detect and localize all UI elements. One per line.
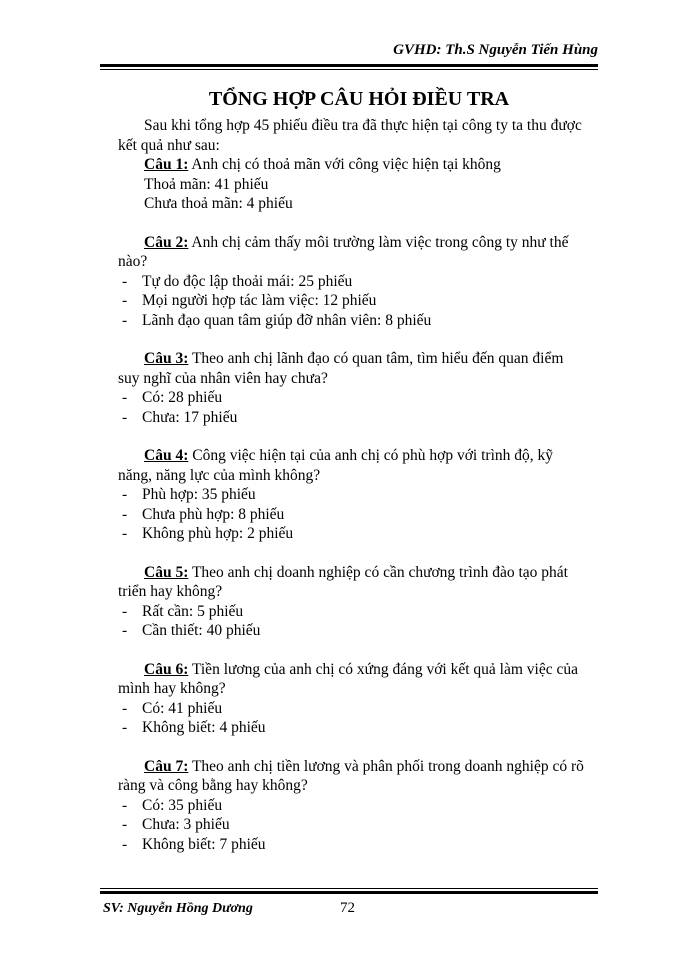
answer-list: [118, 485, 586, 544]
header-advisor: GVHD: Th.S Nguyễn Tiến Hùng: [393, 42, 598, 58]
answer-list: [118, 388, 586, 427]
question-text: [118, 563, 586, 602]
intro-paragraph: Sau khi tổng hợp 45 phiếu điều tra đã thực hiện tại công ty ta thu được kết quả như sau:: [118, 117, 582, 154]
page-title: TỔNG HỢP CÂU HỎI ĐIỀU TRA: [208, 88, 510, 110]
question-body: Theo anh chị lãnh đạo có quan tâm, tìm hiểu đến quan điểm suy nghĩ của nhân viên hay chưa?: [118, 350, 564, 387]
answer: Tự do độc lập thoải mái: 25 phiếu: [142, 272, 353, 290]
answer: Rất cần: 5 phiếu: [142, 602, 244, 620]
list-item: - Có: 28 phiếu: [122, 389, 223, 406]
list-item: - Có: 41 phiếu: [122, 699, 223, 717]
answer-list: [118, 272, 586, 331]
question-7: [118, 757, 586, 855]
answer: Không biết: 4 phiếu: [142, 719, 266, 736]
question-1: [118, 155, 586, 214]
list-item: - Chưa: 17 phiếu: [122, 408, 238, 426]
list-item: - Không biết: 4 phiếu: [122, 719, 266, 736]
page-number: 72: [340, 900, 355, 916]
footer-student: SV: Nguyễn Hồng Dương: [103, 901, 253, 916]
list-item: - Phù hợp: 35 phiếu: [122, 486, 256, 503]
question-text: [118, 233, 586, 272]
answer: Mọi người hợp tác làm việc: 12 phiếu: [142, 292, 377, 309]
answer: Không biết: 7 phiếu: [142, 835, 266, 853]
list-item: - Cần thiết: 40 phiếu: [122, 622, 261, 639]
question-label: Câu 7:: [144, 757, 189, 775]
question-label: Câu 2:: [144, 233, 189, 251]
list-item: - Mọi người hợp tác làm việc: 12 phiếu: [122, 292, 377, 309]
answer: Chưa: 3 phiếu: [142, 816, 230, 833]
question-4: [118, 446, 586, 544]
question-label: Câu 4:: [144, 447, 189, 464]
question-text: [118, 446, 586, 485]
answer: Cần thiết: 40 phiếu: [142, 622, 261, 639]
answer: Có: 35 phiếu: [142, 796, 223, 814]
question-body: Công việc hiện tại của anh chị có phù hợp với trình độ, kỹ năng, năng lực của mình không?: [118, 447, 553, 484]
list-item: - Chưa phù hợp: 8 phiếu: [122, 505, 285, 523]
footer-rule: [100, 888, 598, 894]
question-6: [118, 660, 586, 738]
list-item: - Không biết: 7 phiếu: [122, 835, 266, 853]
question-text: [118, 349, 586, 388]
question-3: [118, 349, 586, 427]
header-rule: [100, 64, 598, 70]
question-2: [118, 233, 586, 331]
question-body: Theo anh chị tiền lương và phân phối trong doanh nghiệp có rõ ràng và công bằng hay không?: [118, 757, 584, 794]
list-item: - Không phù hợp: 2 phiếu: [122, 525, 294, 542]
answer: Chưa: 17 phiếu: [142, 408, 238, 426]
list-item: - Chưa: 3 phiếu: [122, 816, 230, 833]
answer: Lãnh đạo quan tâm giúp đỡ nhân viên: 8 phiếu: [142, 311, 432, 329]
question-body: Anh chị có thoả mãn với công việc hiện tại không: [188, 156, 501, 173]
question-text: [118, 757, 586, 796]
list-item: - Có: 35 phiếu: [122, 796, 223, 814]
answer: Có: 41 phiếu: [142, 699, 223, 717]
question-text: [118, 660, 586, 699]
question-body: Tiền lương của anh chị có xứng đáng với kết quả làm việc của mình hay không?: [118, 660, 578, 697]
answer-list: [118, 699, 586, 738]
question-label: Câu 3:: [144, 350, 189, 367]
question-text: [118, 155, 586, 175]
question-5: [118, 563, 586, 641]
question-body: Anh chị cảm thấy môi trường làm việc trong công ty như thế nào?: [118, 233, 569, 270]
answer: Có: 28 phiếu: [142, 389, 223, 406]
list-item: - Lãnh đạo quan tâm giúp đỡ nhân viên: 8 phiếu: [122, 311, 432, 329]
list-item: - Tự do độc lập thoải mái: 25 phiếu: [122, 272, 353, 290]
answer-list: [118, 796, 586, 855]
answer-list: [118, 602, 586, 641]
answer: Chưa thoả mãn: 4 phiếu: [144, 195, 293, 212]
question-label: Câu 1:: [144, 156, 189, 173]
document-body: [118, 86, 586, 854]
answer: Thoả mãn: 41 phiếu: [144, 175, 269, 193]
list-item: - Rất cần: 5 phiếu: [122, 602, 244, 620]
question-label: Câu 5:: [144, 563, 189, 581]
question-body: Theo anh chị doanh nghiệp có cần chương trình đào tạo phát triển hay không?: [118, 563, 568, 600]
question-label: Câu 6:: [144, 660, 189, 678]
answer: Chưa phù hợp: 8 phiếu: [142, 505, 285, 523]
answer: Phù hợp: 35 phiếu: [142, 486, 256, 503]
answer: Không phù hợp: 2 phiếu: [142, 525, 294, 542]
